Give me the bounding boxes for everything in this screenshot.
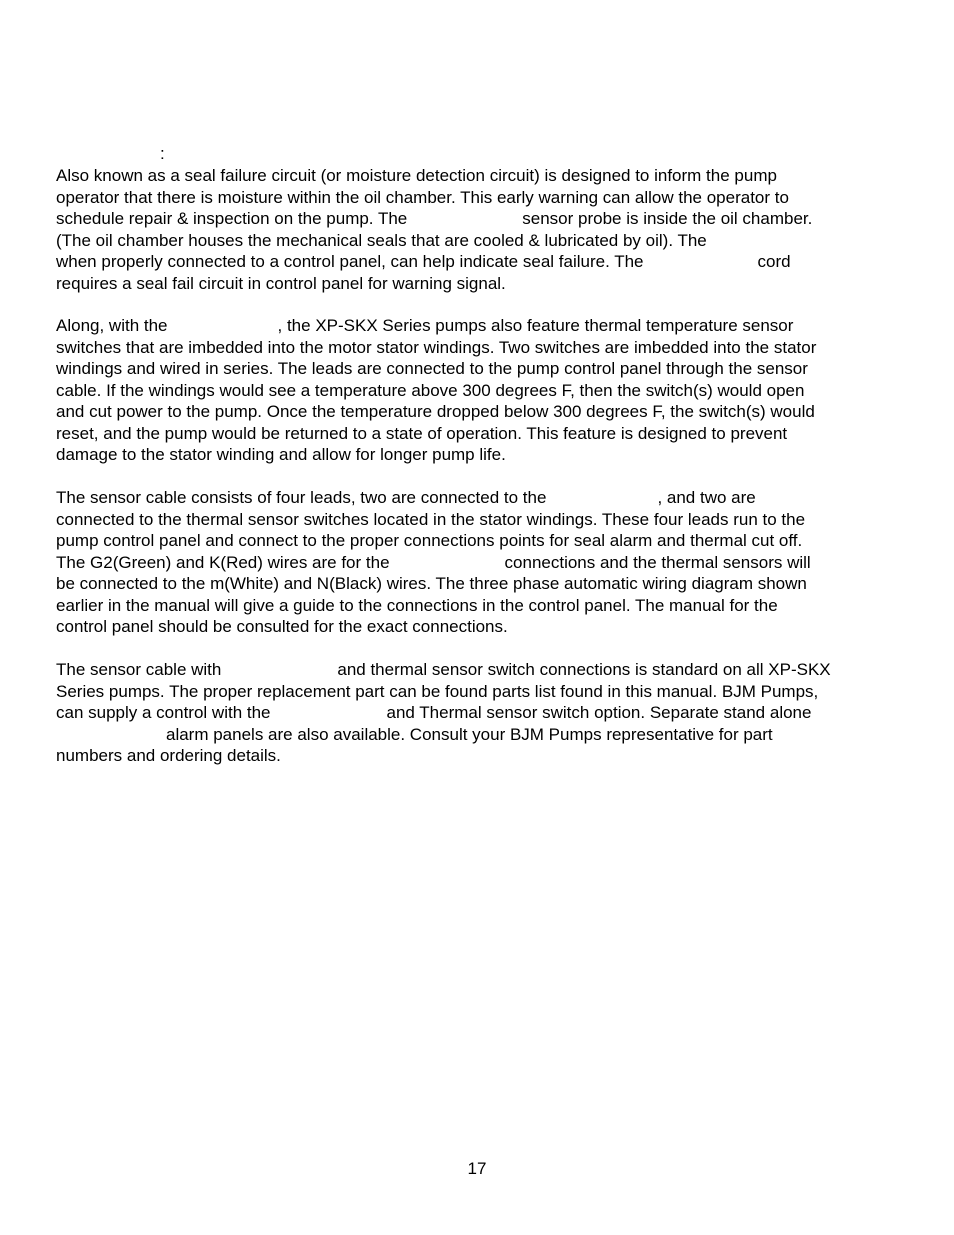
text-line: control panel should be consulted for the exact connections. — [56, 617, 508, 636]
text-line: connected to the thermal sensor switches located in the stator windings. These four leads run to the — [56, 509, 806, 529]
text-line: pump control panel and connect to the proper connections points for seal alarm and thermal cut off. — [56, 531, 803, 550]
text-line: operator that there is moisture within the oil chamber. This early warning can allow the operator to — [56, 187, 789, 207]
text-line: be connected to the m(White) and N(Black) wires. The three phase automatic wiring diagram shown — [56, 574, 807, 593]
text-line: The sensor cable consists of four leads, two are connected to the , and two are — [56, 488, 756, 507]
text-line: (The oil chamber houses the mechanical seals that are cooled & lubricated by oil). The — [56, 230, 707, 250]
text-line: earlier in the manual will give a guide to the connections in the control panel. The manual for the — [56, 595, 778, 615]
text-line: reset, and the pump would be returned to a state of operation. This feature is designed to prevent — [56, 423, 788, 443]
text-line: Series pumps. The proper replacement part can be found parts list found in this manual. BJM Pumps, — [56, 681, 819, 701]
text-line: requires a seal fail circuit in control panel for warning signal. — [56, 273, 506, 293]
text-line: numbers and ordering details. — [56, 746, 281, 765]
text-line: damage to the stator winding and allow for longer pump life. — [56, 445, 506, 464]
text-line: windings and wired in series. The leads are connected to the pump control panel through the sensor — [56, 359, 808, 378]
text-line: and cut power to the pump. Once the temperature dropped below 300 degrees F, the switch(s) would — [56, 402, 815, 421]
text-line: switches that are imbedded into the motor stator windings. Two switches are imbedded into the stator — [56, 337, 817, 357]
text-line: Along, with the , the XP-SKX Series pumps also feature thermal temperature sensor — [56, 316, 794, 335]
text-line: cable. If the windings would see a temperature above 300 degrees F, then the switch(s) would open — [56, 380, 805, 400]
text-line: when properly connected to a control panel, can help indicate seal failure. The cord — [56, 252, 791, 271]
text-line: can supply a control with the and Thermal sensor switch option. Separate stand alone — [56, 703, 812, 722]
text-line: Also known as a seal failure circuit (or moisture detection circuit) is designed to inform the pump — [56, 166, 777, 185]
text-line: The G2(Green) and K(Red) wires are for the connections and the thermal sensors will — [56, 552, 811, 572]
text-line: schedule repair & inspection on the pump. The sensor probe is inside the oil chamber. — [56, 209, 813, 228]
heading-colon: : — [160, 144, 165, 163]
text-line: alarm panels are also available. Consult your BJM Pumps representative for part — [166, 724, 773, 744]
text-line: The sensor cable with and thermal sensor switch connections is standard on all XP-SKX — [56, 660, 831, 679]
page-number: 17 — [467, 1159, 487, 1178]
